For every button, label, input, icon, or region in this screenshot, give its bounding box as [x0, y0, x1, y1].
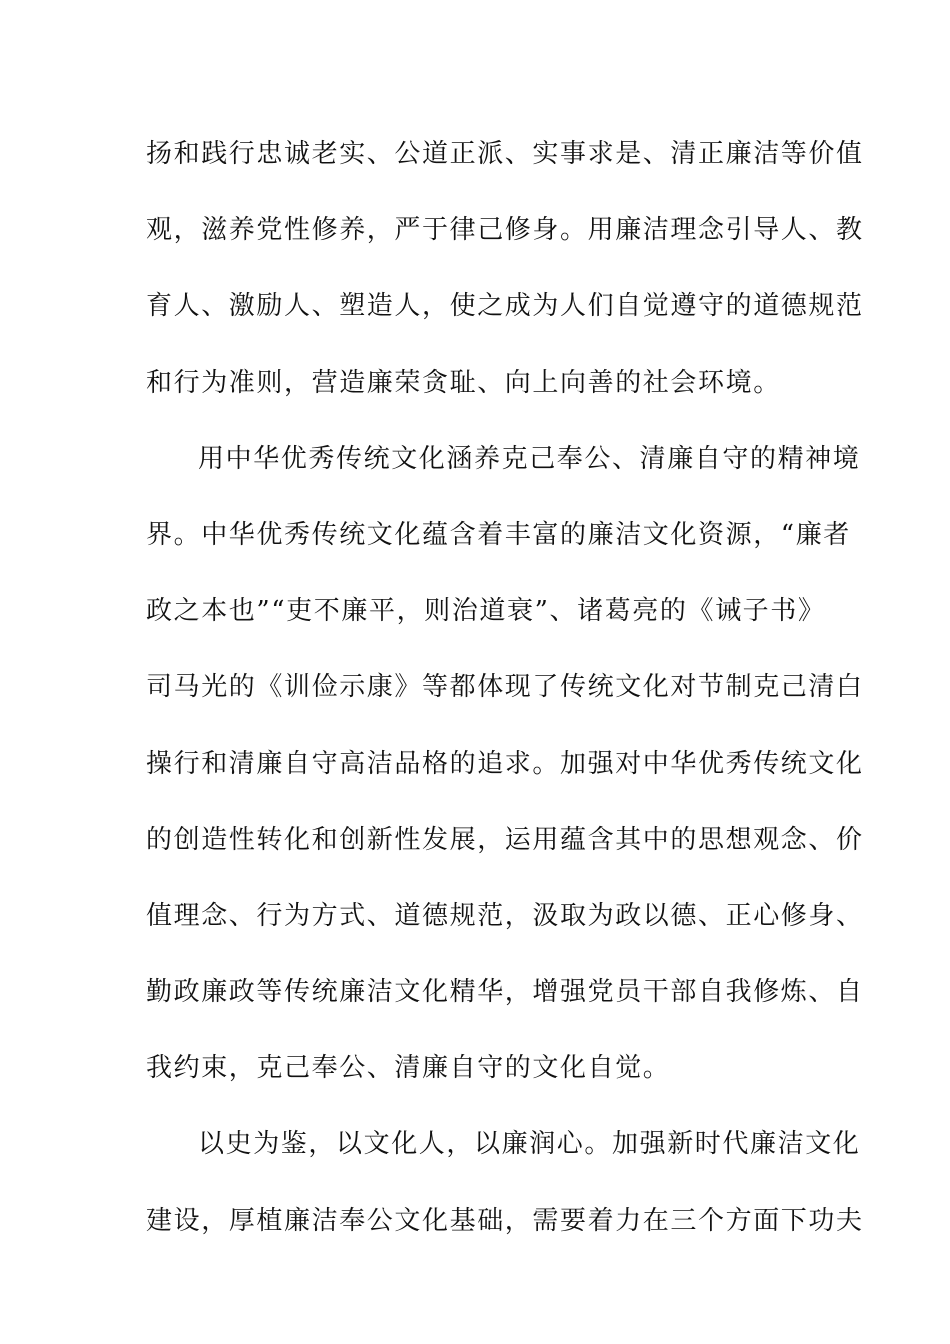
text-line: 勤政廉政等传统廉洁文化精华，增强党员干部自我修炼、自	[146, 977, 864, 1008]
text-line: 界。中华优秀传统文化蕴含着丰富的廉洁文化资源，“廉者	[146, 519, 851, 550]
paragraph-start-line: 用中华优秀传统文化涵养克己奉公、清廉自守的精神境	[198, 443, 861, 474]
text-line: 的创造性转化和创新性发展，运用蕴含其中的思想观念、价	[146, 824, 864, 855]
text-line: 建设，厚植廉洁奉公文化基础，需要着力在三个方面下功夫	[146, 1205, 864, 1236]
text-line: 育人、激励人、塑造人，使之成为人们自觉遵守的道德规范	[146, 291, 864, 322]
text-line: 操行和清廉自守高洁品格的追求。加强对中华优秀传统文化	[146, 748, 864, 779]
text-line: 观，滋养党性修养，严于律己修身。用廉洁理念引导人、教	[146, 215, 864, 246]
text-line: 扬和践行忠诚老实、公道正派、实事求是、清正廉洁等价值	[146, 139, 864, 169]
text-line: 我约束，克己奉公、清廉自守的文化自觉。	[146, 1053, 671, 1084]
text-line: 和行为准则，营造廉荣贪耻、向上向善的社会环境。	[146, 367, 781, 398]
text-line: 司马光的《训俭示康》等都体现了传统文化对节制克己清白	[146, 672, 864, 703]
body-text	[146, 124, 864, 1267]
paragraph-start-line: 以史为鉴，以文化人，以廉润心。加强新时代廉洁文化	[198, 1129, 861, 1160]
text-line: 值理念、行为方式、道德规范，汲取为政以德、正心修身、	[146, 900, 864, 931]
text-line: 政之本也”“吏不廉平，则治道衰”、诸葛亮的《诫子书》	[146, 596, 826, 627]
